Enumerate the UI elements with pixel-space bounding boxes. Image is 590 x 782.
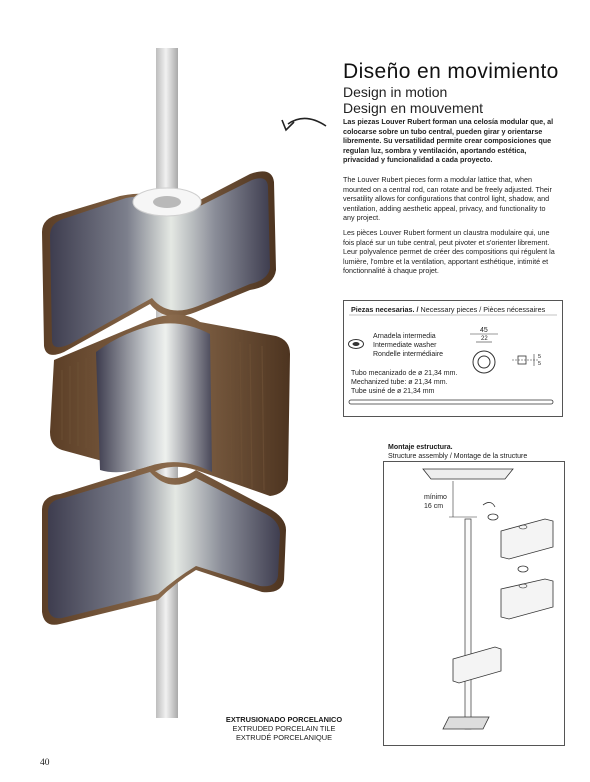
washer-label-es: Arnadela intermedia [373,333,436,340]
tube-drawing [347,398,557,406]
washer-label-fr: Rondelle intermédiaire [373,351,444,358]
caption-fr: EXTRUDÉ PORCELANIQUE [235,733,333,742]
dim-side: 5 [538,354,542,360]
description-en: The Louver Rubert pieces form a modular lattice that, when mounted on a central rod, can rotate and be freely adjusted. Their versatility allows for configurations that control light, shadow, and ventilation, adding aesthetic appeal, privacy, and functionality to any project. [343,175,552,223]
assembly-title-es: Montaje estructura. [388,444,453,451]
pieces-title-rest: Necessary pieces / Pièces nécessaires [420,305,546,314]
dim-side-2: 5 [538,361,542,367]
page-number: 40 [40,758,50,768]
min-distance-value: 16 cm [424,503,444,510]
washer-label-en: Intermediate washer [373,342,437,349]
description-es: Las piezas Louver Rubert forman una celosía modular que, al colocarse sobre un tubo central, pueden girar y orientarse libremente. Su versatilidad permite crear composiciones que regulan luz, sombra y ventilación, aportando estética, privacidad y funcionalidad a cada proyecto. [343,117,554,165]
description-fr: Les pièces Louver Rubert forment un claustra modulaire qui, une fois placé sur un tube central, peut pivoter et s'orienter librement. Leur polyvalence permet de créer des compositions qui régulent la lumière, l'ombre et la ventilation, apportant esthétique, intimité et fonctionnalité à chaque projet. [343,228,555,276]
assembly-drawing [383,461,565,746]
min-distance-label: mínimo [424,494,447,501]
caption-es: EXTRUSIONADO PORCELANICO [225,715,343,724]
page-subtitle-en: Design in motion [343,84,448,100]
tube-label-fr: Tube usiné de ø 21,34 mm [351,388,435,395]
dim-inner: 22 [481,336,488,342]
washer-small-icon [347,337,365,351]
caption-en: EXTRUDED PORCELAIN TILE [232,724,336,733]
pieces-title-es: Piezas necesarias. / [351,305,419,314]
dim-outer: 45 [480,327,488,334]
rotation-arrow-icon [282,118,326,130]
tube-label-en: Mechanized tube: ø 21,34 mm. [351,379,448,386]
page-title: Diseño en movimiento [343,60,559,83]
necessary-pieces-heading [351,305,545,314]
pieces-header-rule [343,314,563,316]
assembly-heading [388,444,527,461]
page-subtitle-fr: Design en mouvement [343,100,484,116]
tube-label-es: Tubo mecanizado de ø 21,34 mm. [351,370,458,377]
assembly-title-rest: Structure assembly / Montage de la structure [388,452,528,460]
